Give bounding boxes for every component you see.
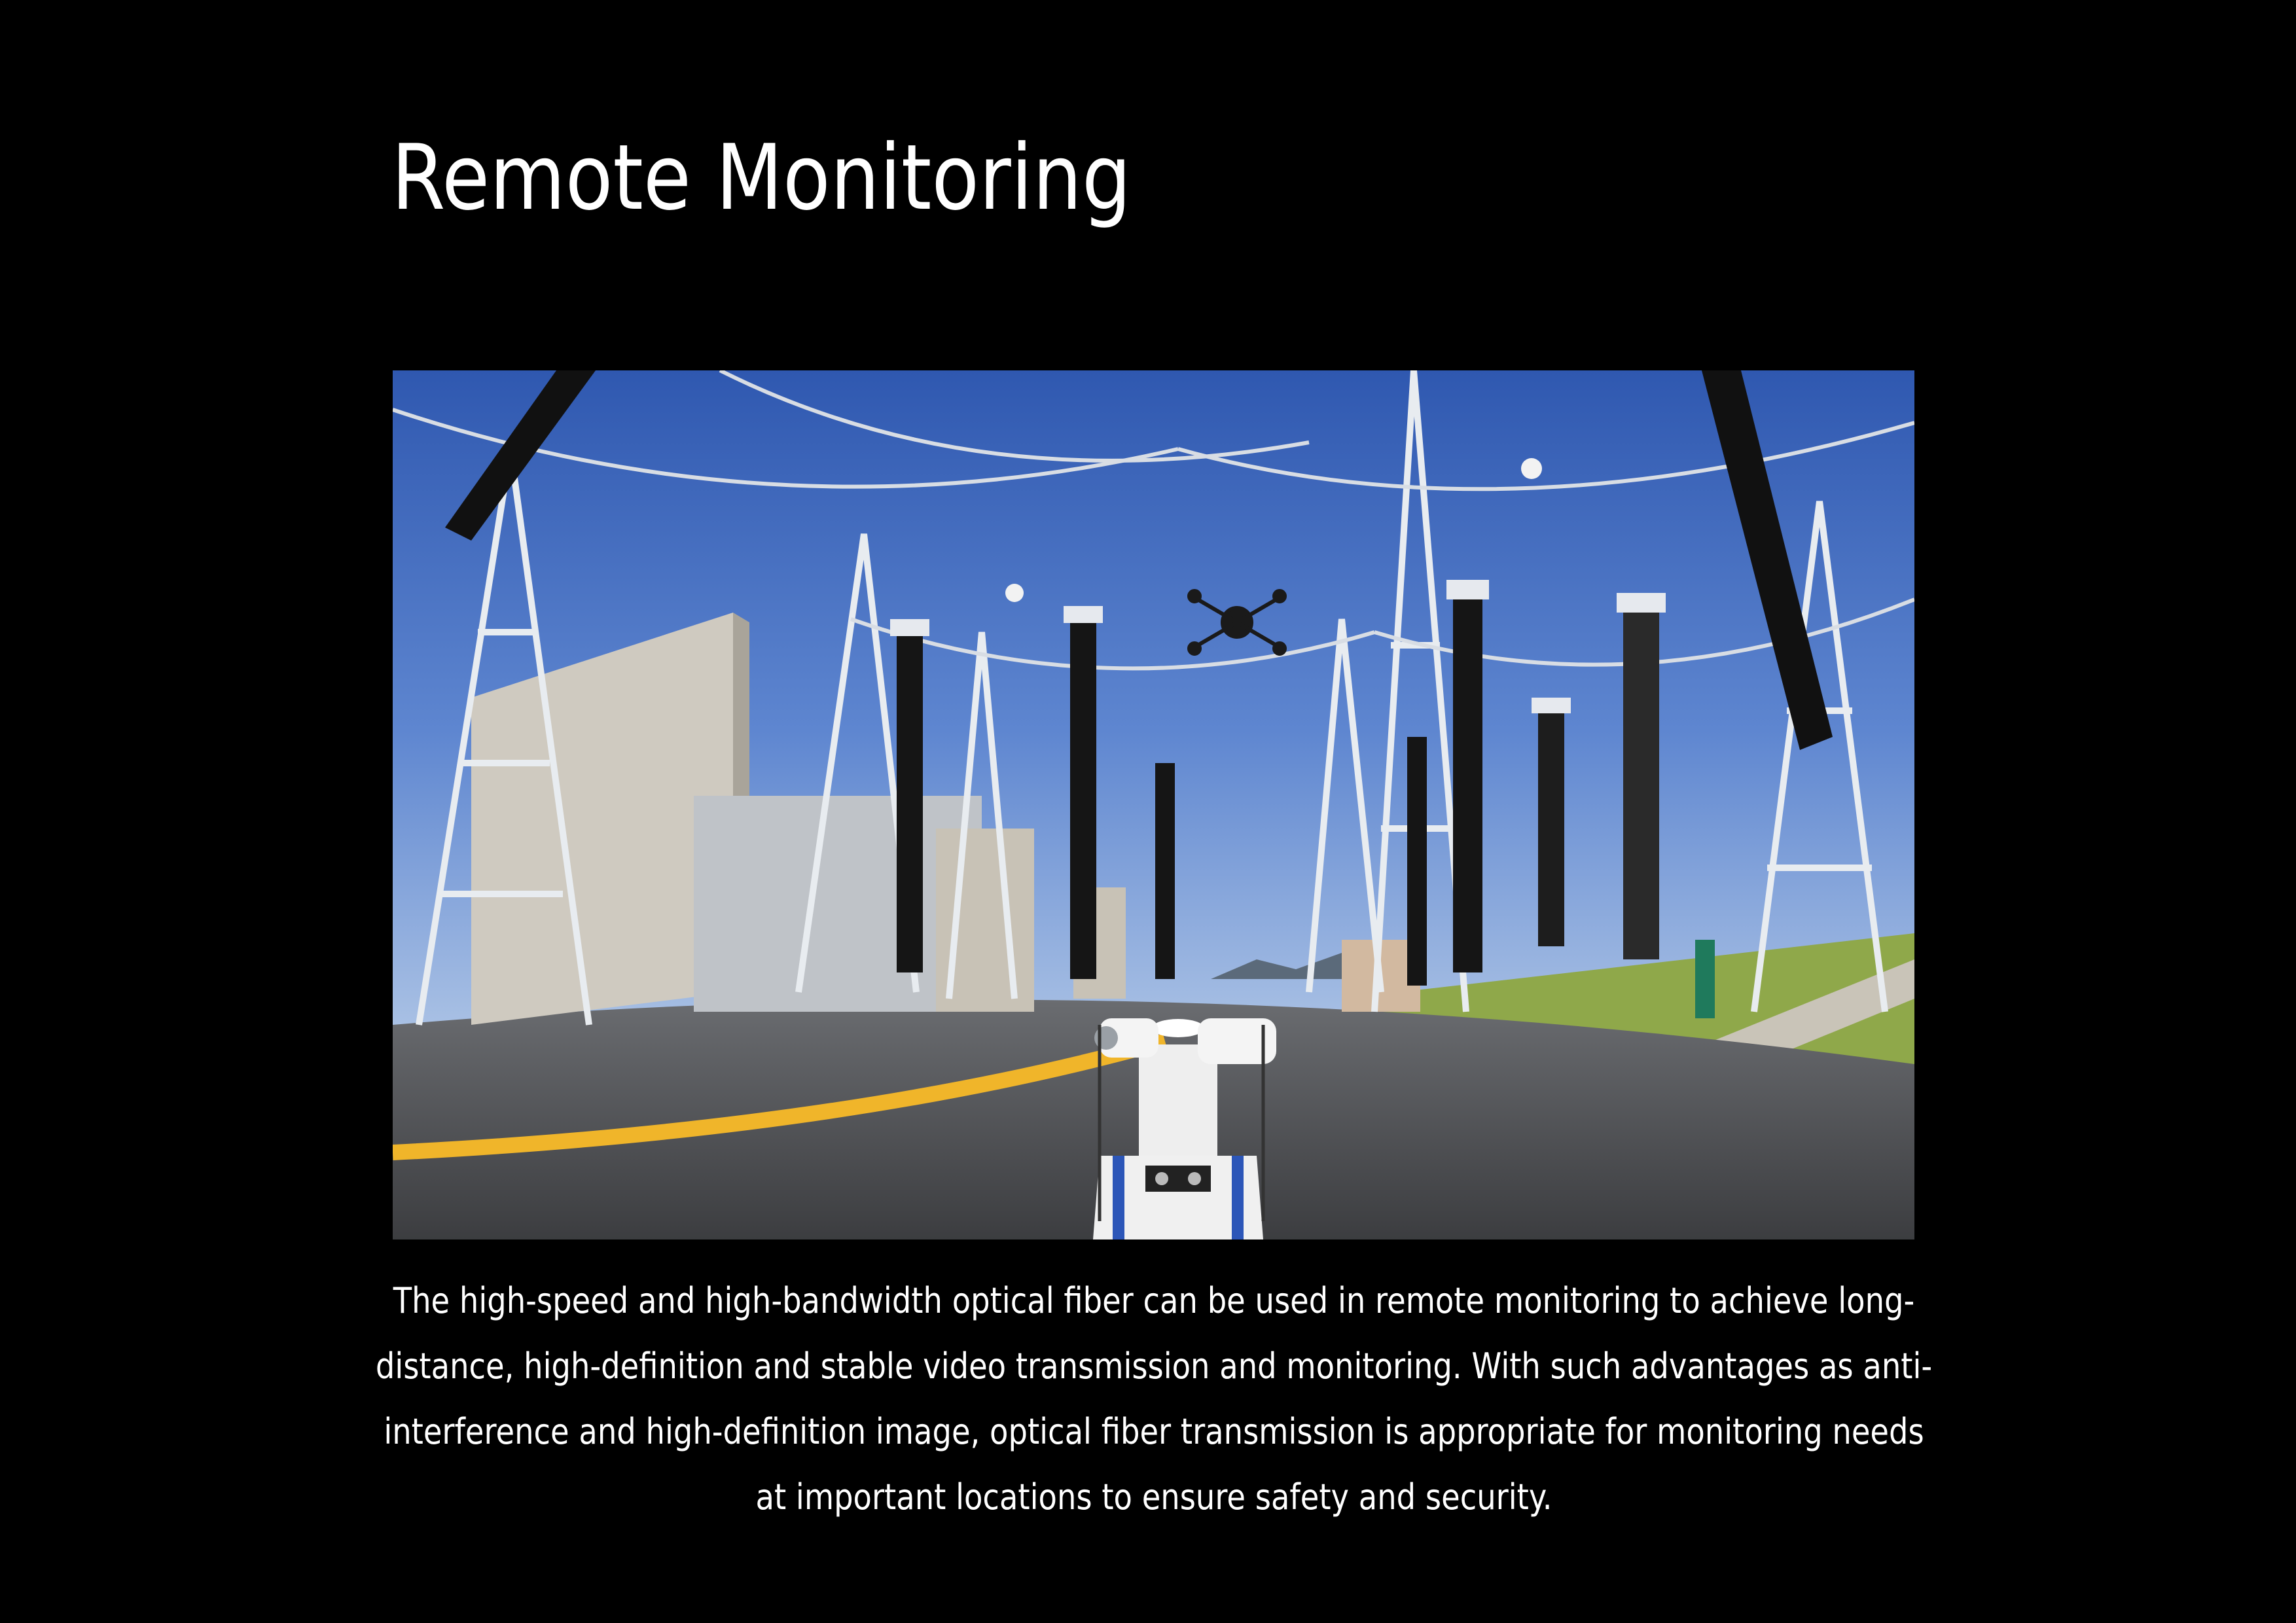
description-paragraph: The high-speed and high-bandwidth optical fiber can be used in remote monitoring to achieve long-distance, high-definition and stable video transmission and monitoring. With such advantages as anti-interference and high-definition image, optical fiber transmission is appropriate for monitoring needs at important locations to ensure safety and security. xyxy=(375,1280,1933,1518)
description-text xyxy=(367,1268,1941,1530)
page-title: Remote Monitoring xyxy=(391,125,1132,230)
substation-illustration xyxy=(393,370,1914,1240)
substation-photo xyxy=(393,370,1914,1240)
